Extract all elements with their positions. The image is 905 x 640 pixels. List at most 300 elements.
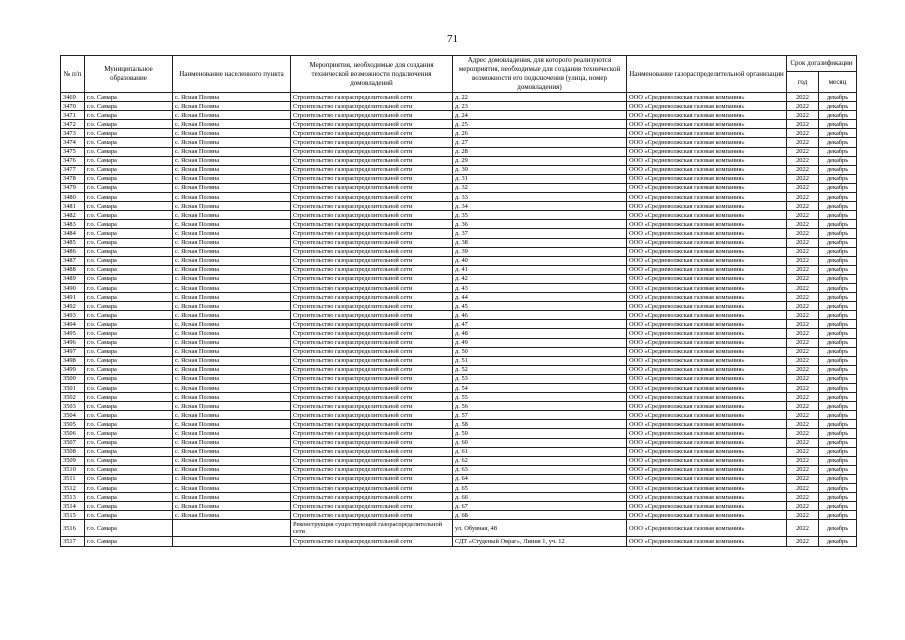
cell-municipality: г.о. Самара xyxy=(85,402,173,411)
cell-municipality: г.о. Самара xyxy=(85,356,173,365)
cell-address: д. 55 xyxy=(453,393,627,402)
cell-settlement: с. Ясная Поляна xyxy=(173,429,291,438)
header-year: год xyxy=(787,72,819,93)
cell-address: д. 58 xyxy=(453,420,627,429)
cell-num: 3478 xyxy=(61,174,85,183)
cell-municipality: г.о. Самара xyxy=(85,156,173,165)
cell-num: 3479 xyxy=(61,183,85,192)
table-row xyxy=(61,311,857,320)
cell-organization: ООО «Средневолжская газовая компания» xyxy=(627,438,787,447)
cell-municipality: г.о. Самара xyxy=(85,147,173,156)
cell-settlement: с. Ясная Поляна xyxy=(173,247,291,256)
cell-organization: ООО «Средневолжская газовая компания» xyxy=(627,247,787,256)
cell-num: 3517 xyxy=(61,537,85,546)
table-row xyxy=(61,283,857,292)
cell-organization: ООО «Средневолжская газовая компания» xyxy=(627,393,787,402)
cell-address: д. 40 xyxy=(453,256,627,265)
cell-measure: Строительство газораспределительной сети xyxy=(291,447,453,456)
cell-measure: Строительство газораспределительной сети xyxy=(291,347,453,356)
cell-month: декабрь xyxy=(819,202,857,211)
cell-num: 3488 xyxy=(61,265,85,274)
cell-measure: Строительство газораспределительной сети xyxy=(291,474,453,483)
cell-year: 2022 xyxy=(787,147,819,156)
cell-year: 2022 xyxy=(787,537,819,546)
cell-settlement: с. Ясная Поляна xyxy=(173,374,291,383)
cell-measure: Строительство газораспределительной сети xyxy=(291,465,453,474)
cell-address: д. 50 xyxy=(453,347,627,356)
cell-municipality: г.о. Самара xyxy=(85,256,173,265)
cell-municipality: г.о. Самара xyxy=(85,283,173,292)
cell-measure: Строительство газораспределительной сети xyxy=(291,329,453,338)
cell-month: декабрь xyxy=(819,183,857,192)
cell-month: декабрь xyxy=(819,411,857,420)
cell-num: 3501 xyxy=(61,384,85,393)
cell-settlement: с. Ясная Поляна xyxy=(173,329,291,338)
cell-month: декабрь xyxy=(819,420,857,429)
cell-num: 3504 xyxy=(61,411,85,420)
cell-organization: ООО «Средневолжская газовая компания» xyxy=(627,338,787,347)
cell-month: декабрь xyxy=(819,247,857,256)
cell-month: декабрь xyxy=(819,165,857,174)
cell-measure: Строительство газораспределительной сети xyxy=(291,402,453,411)
cell-year: 2022 xyxy=(787,329,819,338)
cell-num: 3487 xyxy=(61,256,85,265)
cell-address: д. 59 xyxy=(453,429,627,438)
cell-settlement xyxy=(173,537,291,546)
cell-settlement: с. Ясная Поляна xyxy=(173,202,291,211)
cell-year: 2022 xyxy=(787,256,819,265)
cell-measure: Строительство газораспределительной сети xyxy=(291,238,453,247)
cell-settlement: с. Ясная Поляна xyxy=(173,129,291,138)
cell-num: 3490 xyxy=(61,283,85,292)
cell-year: 2022 xyxy=(787,238,819,247)
cell-month: декабрь xyxy=(819,156,857,165)
cell-address: д. 36 xyxy=(453,220,627,229)
cell-organization: ООО «Средневолжская газовая компания» xyxy=(627,138,787,147)
cell-year: 2022 xyxy=(787,374,819,383)
cell-organization: ООО «Средневолжская газовая компания» xyxy=(627,102,787,111)
cell-month: декабрь xyxy=(819,93,857,102)
cell-municipality: г.о. Самара xyxy=(85,502,173,511)
cell-organization: ООО «Средневолжская газовая компания» xyxy=(627,320,787,329)
cell-address: д. 66 xyxy=(453,493,627,502)
cell-settlement: с. Ясная Поляна xyxy=(173,411,291,420)
table-row xyxy=(61,365,857,374)
cell-year: 2022 xyxy=(787,356,819,365)
cell-address: д. 61 xyxy=(453,447,627,456)
cell-municipality: г.о. Самара xyxy=(85,465,173,474)
cell-municipality: г.о. Самара xyxy=(85,311,173,320)
cell-settlement: с. Ясная Поляна xyxy=(173,347,291,356)
cell-settlement: с. Ясная Поляна xyxy=(173,93,291,102)
cell-address: д. 32 xyxy=(453,183,627,192)
cell-municipality: г.о. Самара xyxy=(85,429,173,438)
cell-settlement: с. Ясная Поляна xyxy=(173,256,291,265)
cell-organization: ООО «Средневолжская газовая компания» xyxy=(627,129,787,138)
cell-year: 2022 xyxy=(787,311,819,320)
cell-municipality: г.о. Самара xyxy=(85,138,173,147)
cell-settlement: с. Ясная Поляна xyxy=(173,456,291,465)
cell-month: декабрь xyxy=(819,520,857,537)
cell-address: д. 65 xyxy=(453,484,627,493)
cell-settlement: с. Ясная Поляна xyxy=(173,474,291,483)
cell-address: д. 62 xyxy=(453,456,627,465)
cell-year: 2022 xyxy=(787,120,819,129)
cell-num: 3506 xyxy=(61,429,85,438)
cell-month: декабрь xyxy=(819,465,857,474)
cell-num: 3480 xyxy=(61,193,85,202)
table-row xyxy=(61,411,857,420)
cell-num: 3483 xyxy=(61,220,85,229)
cell-settlement: с. Ясная Поляна xyxy=(173,484,291,493)
cell-municipality: г.о. Самара xyxy=(85,183,173,192)
cell-municipality: г.о. Самара xyxy=(85,211,173,220)
cell-month: декабрь xyxy=(819,129,857,138)
cell-measure: Строительство газораспределительной сети xyxy=(291,211,453,220)
cell-municipality: г.о. Самара xyxy=(85,411,173,420)
cell-organization: ООО «Средневолжская газовая компания» xyxy=(627,420,787,429)
table-row xyxy=(61,484,857,493)
cell-organization: ООО «Средневолжская газовая компания» xyxy=(627,384,787,393)
cell-year: 2022 xyxy=(787,393,819,402)
cell-num: 3476 xyxy=(61,156,85,165)
cell-measure: Строительство газораспределительной сети xyxy=(291,502,453,511)
cell-month: декабрь xyxy=(819,429,857,438)
cell-municipality: г.о. Самара xyxy=(85,374,173,383)
cell-num: 3512 xyxy=(61,484,85,493)
cell-measure: Строительство газораспределительной сети xyxy=(291,393,453,402)
cell-measure: Строительство газораспределительной сети xyxy=(291,165,453,174)
cell-year: 2022 xyxy=(787,247,819,256)
cell-organization: ООО «Средневолжская газовая компания» xyxy=(627,274,787,283)
cell-month: декабрь xyxy=(819,393,857,402)
cell-month: декабрь xyxy=(819,384,857,393)
cell-organization: ООО «Средневолжская газовая компания» xyxy=(627,211,787,220)
table-row xyxy=(61,147,857,156)
cell-year: 2022 xyxy=(787,174,819,183)
cell-year: 2022 xyxy=(787,438,819,447)
cell-municipality: г.о. Самара xyxy=(85,247,173,256)
cell-address: д. 46 xyxy=(453,311,627,320)
cell-organization: ООО «Средневолжская газовая компания» xyxy=(627,256,787,265)
cell-address: СДТ «Студеный Овраг», Линия 1, уч. 12 xyxy=(453,537,627,546)
cell-year: 2022 xyxy=(787,138,819,147)
cell-num: 3471 xyxy=(61,111,85,120)
cell-address: д. 63 xyxy=(453,465,627,474)
cell-municipality: г.о. Самара xyxy=(85,520,173,537)
cell-address: д. 51 xyxy=(453,356,627,365)
cell-year: 2022 xyxy=(787,474,819,483)
cell-measure: Строительство газораспределительной сети xyxy=(291,256,453,265)
cell-address: ул. Обувная, 48 xyxy=(453,520,627,537)
table-row xyxy=(61,374,857,383)
cell-month: декабрь xyxy=(819,402,857,411)
cell-municipality: г.о. Самара xyxy=(85,174,173,183)
cell-municipality: г.о. Самара xyxy=(85,511,173,520)
cell-num: 3474 xyxy=(61,138,85,147)
cell-organization: ООО «Средневолжская газовая компания» xyxy=(627,93,787,102)
cell-num: 3470 xyxy=(61,102,85,111)
cell-measure: Строительство газораспределительной сети xyxy=(291,120,453,129)
cell-municipality: г.о. Самара xyxy=(85,365,173,374)
cell-settlement: с. Ясная Поляна xyxy=(173,365,291,374)
cell-year: 2022 xyxy=(787,365,819,374)
table-row xyxy=(61,320,857,329)
cell-measure: Строительство газораспределительной сети xyxy=(291,320,453,329)
cell-settlement: с. Ясная Поляна xyxy=(173,193,291,202)
cell-month: декабрь xyxy=(819,537,857,546)
cell-municipality: г.о. Самара xyxy=(85,320,173,329)
cell-organization: ООО «Средневолжская газовая компания» xyxy=(627,156,787,165)
cell-organization: ООО «Средневолжская газовая компания» xyxy=(627,374,787,383)
cell-num: 3500 xyxy=(61,374,85,383)
header-municipality: Муниципальное образование xyxy=(85,56,173,93)
table-row xyxy=(61,493,857,502)
cell-municipality: г.о. Самара xyxy=(85,338,173,347)
table-row xyxy=(61,474,857,483)
table-body xyxy=(61,93,857,547)
cell-month: декабрь xyxy=(819,220,857,229)
cell-num: 3509 xyxy=(61,456,85,465)
cell-month: декабрь xyxy=(819,484,857,493)
cell-num: 3492 xyxy=(61,302,85,311)
cell-month: декабрь xyxy=(819,474,857,483)
cell-settlement: с. Ясная Поляна xyxy=(173,447,291,456)
cell-measure: Строительство газораспределительной сети xyxy=(291,429,453,438)
cell-num: 3505 xyxy=(61,420,85,429)
cell-organization: ООО «Средневолжская газовая компания» xyxy=(627,165,787,174)
cell-month: декабрь xyxy=(819,274,857,283)
page-number: 71 xyxy=(447,33,458,45)
cell-organization: ООО «Средневолжская газовая компания» xyxy=(627,347,787,356)
table-row xyxy=(61,537,857,546)
table-row xyxy=(61,193,857,202)
cell-municipality: г.о. Самара xyxy=(85,347,173,356)
cell-municipality: г.о. Самара xyxy=(85,329,173,338)
cell-settlement: с. Ясная Поляна xyxy=(173,493,291,502)
cell-year: 2022 xyxy=(787,211,819,220)
table-row xyxy=(61,393,857,402)
cell-organization: ООО «Средневолжская газовая компания» xyxy=(627,493,787,502)
cell-num: 3469 xyxy=(61,93,85,102)
cell-month: декабрь xyxy=(819,493,857,502)
cell-address: д. 64 xyxy=(453,474,627,483)
cell-month: декабрь xyxy=(819,174,857,183)
cell-organization: ООО «Средневолжская газовая компания» xyxy=(627,120,787,129)
cell-organization: ООО «Средневолжская газовая компания» xyxy=(627,447,787,456)
cell-measure: Строительство газораспределительной сети xyxy=(291,129,453,138)
cell-measure: Строительство газораспределительной сети xyxy=(291,274,453,283)
cell-year: 2022 xyxy=(787,129,819,138)
cell-organization: ООО «Средневолжская газовая компания» xyxy=(627,265,787,274)
table-row xyxy=(61,502,857,511)
cell-year: 2022 xyxy=(787,520,819,537)
cell-address: д. 31 xyxy=(453,174,627,183)
cell-year: 2022 xyxy=(787,502,819,511)
cell-month: декабрь xyxy=(819,302,857,311)
cell-measure: Строительство газораспределительной сети xyxy=(291,438,453,447)
cell-month: декабрь xyxy=(819,283,857,292)
table-row xyxy=(61,229,857,238)
cell-organization: ООО «Средневолжская газовая компания» xyxy=(627,302,787,311)
cell-organization: ООО «Средневолжская газовая компания» xyxy=(627,365,787,374)
cell-address: д. 45 xyxy=(453,302,627,311)
cell-address: д. 68 xyxy=(453,511,627,520)
table-row xyxy=(61,120,857,129)
cell-address: д. 67 xyxy=(453,502,627,511)
table-row xyxy=(61,520,857,537)
cell-settlement: с. Ясная Поляна xyxy=(173,229,291,238)
cell-address: д. 30 xyxy=(453,165,627,174)
table-row xyxy=(61,211,857,220)
table-row xyxy=(61,256,857,265)
cell-num: 3484 xyxy=(61,229,85,238)
cell-num: 3482 xyxy=(61,211,85,220)
cell-measure: Строительство газораспределительной сети xyxy=(291,384,453,393)
cell-settlement: с. Ясная Поляна xyxy=(173,156,291,165)
cell-settlement xyxy=(173,520,291,537)
cell-organization: ООО «Средневолжская газовая компания» xyxy=(627,202,787,211)
cell-num: 3472 xyxy=(61,120,85,129)
cell-year: 2022 xyxy=(787,220,819,229)
cell-address: д. 48 xyxy=(453,329,627,338)
cell-year: 2022 xyxy=(787,402,819,411)
cell-month: декабрь xyxy=(819,102,857,111)
cell-organization: ООО «Средневолжская газовая компания» xyxy=(627,402,787,411)
cell-year: 2022 xyxy=(787,229,819,238)
cell-municipality: г.о. Самара xyxy=(85,456,173,465)
cell-settlement: с. Ясная Поляна xyxy=(173,393,291,402)
table-row xyxy=(61,102,857,111)
cell-organization: ООО «Средневолжская газовая компания» xyxy=(627,520,787,537)
cell-year: 2022 xyxy=(787,156,819,165)
cell-measure: Реконструкция существующей газораспределительной сети xyxy=(291,520,453,537)
cell-municipality: г.о. Самара xyxy=(85,93,173,102)
cell-settlement: с. Ясная Поляна xyxy=(173,238,291,247)
cell-municipality: г.о. Самара xyxy=(85,420,173,429)
cell-organization: ООО «Средневолжская газовая компания» xyxy=(627,502,787,511)
cell-month: декабрь xyxy=(819,265,857,274)
table-row xyxy=(61,293,857,302)
cell-num: 3507 xyxy=(61,438,85,447)
cell-month: декабрь xyxy=(819,456,857,465)
table-row xyxy=(61,447,857,456)
cell-organization: ООО «Средневолжская газовая компания» xyxy=(627,147,787,156)
cell-num: 3496 xyxy=(61,338,85,347)
cell-settlement: с. Ясная Поляна xyxy=(173,220,291,229)
cell-measure: Строительство газораспределительной сети xyxy=(291,193,453,202)
cell-measure: Строительство газораспределительной сети xyxy=(291,493,453,502)
cell-month: декабрь xyxy=(819,438,857,447)
cell-municipality: г.о. Самара xyxy=(85,484,173,493)
cell-settlement: с. Ясная Поляна xyxy=(173,511,291,520)
table-row xyxy=(61,456,857,465)
cell-address: д. 54 xyxy=(453,384,627,393)
cell-organization: ООО «Средневолжская газовая компания» xyxy=(627,429,787,438)
cell-num: 3494 xyxy=(61,320,85,329)
cell-municipality: г.о. Самара xyxy=(85,393,173,402)
cell-year: 2022 xyxy=(787,347,819,356)
cell-organization: ООО «Средневолжская газовая компания» xyxy=(627,356,787,365)
cell-municipality: г.о. Самара xyxy=(85,220,173,229)
cell-year: 2022 xyxy=(787,283,819,292)
cell-organization: ООО «Средневолжская газовая компания» xyxy=(627,456,787,465)
cell-municipality: г.о. Самара xyxy=(85,438,173,447)
cell-month: декабрь xyxy=(819,293,857,302)
table-row xyxy=(61,338,857,347)
header-month: месяц xyxy=(819,72,857,93)
table-row xyxy=(61,274,857,283)
cell-settlement: с. Ясная Поляна xyxy=(173,293,291,302)
cell-year: 2022 xyxy=(787,265,819,274)
table-row xyxy=(61,329,857,338)
cell-year: 2022 xyxy=(787,411,819,420)
cell-settlement: с. Ясная Поляна xyxy=(173,302,291,311)
cell-measure: Строительство газораспределительной сети xyxy=(291,229,453,238)
cell-address: д. 35 xyxy=(453,211,627,220)
cell-settlement: с. Ясная Поляна xyxy=(173,384,291,393)
cell-address: д. 52 xyxy=(453,365,627,374)
cell-measure: Строительство газораспределительной сети xyxy=(291,247,453,256)
table-row xyxy=(61,356,857,365)
cell-measure: Строительство газораспределительной сети xyxy=(291,311,453,320)
cell-municipality: г.о. Самара xyxy=(85,238,173,247)
cell-measure: Строительство газораспределительной сети xyxy=(291,537,453,546)
cell-num: 3485 xyxy=(61,238,85,247)
cell-municipality: г.о. Самара xyxy=(85,165,173,174)
cell-municipality: г.о. Самара xyxy=(85,129,173,138)
table-row xyxy=(61,156,857,165)
cell-address: д. 41 xyxy=(453,265,627,274)
cell-address: д. 24 xyxy=(453,111,627,120)
cell-address: д. 60 xyxy=(453,438,627,447)
table-row xyxy=(61,438,857,447)
cell-month: декабрь xyxy=(819,447,857,456)
cell-measure: Строительство газораспределительной сети xyxy=(291,102,453,111)
cell-address: д. 37 xyxy=(453,229,627,238)
cell-address: д. 47 xyxy=(453,320,627,329)
table-row xyxy=(61,238,857,247)
gasification-table-wrapper xyxy=(60,55,856,547)
cell-month: декабрь xyxy=(819,374,857,383)
cell-measure: Строительство газораспределительной сети xyxy=(291,111,453,120)
cell-year: 2022 xyxy=(787,111,819,120)
cell-measure: Строительство газораспределительной сети xyxy=(291,374,453,383)
cell-organization: ООО «Средневолжская газовая компания» xyxy=(627,220,787,229)
cell-measure: Строительство газораспределительной сети xyxy=(291,420,453,429)
cell-organization: ООО «Средневолжская газовая компания» xyxy=(627,193,787,202)
table-row xyxy=(61,384,857,393)
table-row xyxy=(61,202,857,211)
cell-municipality: г.о. Самара xyxy=(85,293,173,302)
cell-num: 3477 xyxy=(61,165,85,174)
cell-year: 2022 xyxy=(787,447,819,456)
cell-num: 3508 xyxy=(61,447,85,456)
cell-address: д. 53 xyxy=(453,374,627,383)
cell-year: 2022 xyxy=(787,456,819,465)
cell-organization: ООО «Средневолжская газовая компания» xyxy=(627,474,787,483)
cell-num: 3498 xyxy=(61,356,85,365)
cell-num: 3499 xyxy=(61,365,85,374)
header-settlement: Наименование населенного пункта xyxy=(173,56,291,93)
cell-num: 3489 xyxy=(61,274,85,283)
cell-month: декабрь xyxy=(819,347,857,356)
cell-measure: Строительство газораспределительной сети xyxy=(291,511,453,520)
cell-month: декабрь xyxy=(819,211,857,220)
cell-settlement: с. Ясная Поляна xyxy=(173,183,291,192)
table-row xyxy=(61,347,857,356)
cell-organization: ООО «Средневолжская газовая компания» xyxy=(627,293,787,302)
